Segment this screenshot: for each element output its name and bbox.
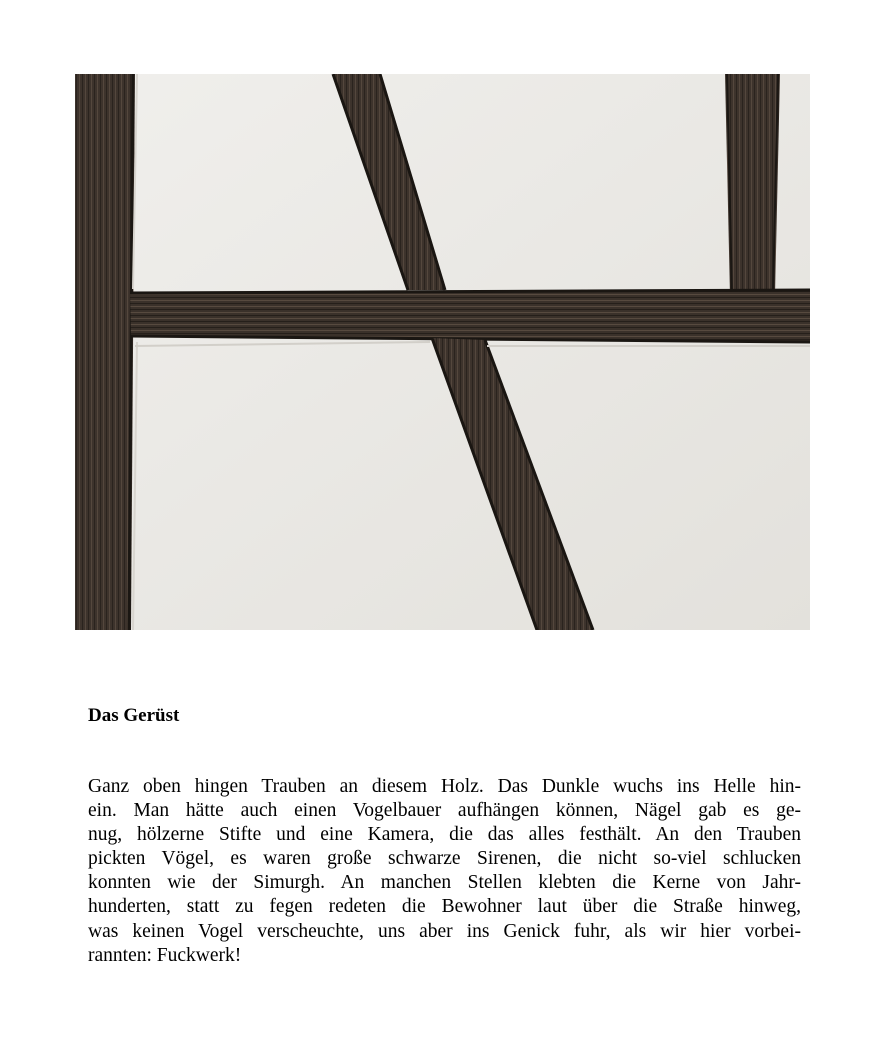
horizontal-beam	[130, 289, 810, 342]
body-line: konnten wie der Simurgh. An manchen Stellen klebten die Kerne von Jahr-	[88, 872, 801, 894]
body-line: hunderten, statt zu fegen redeten die Bewohner laut über die Straße hinweg,	[88, 896, 801, 918]
body-line: Ganz oben hingen Trauben an diesem Holz. Das Dunkle wuchs ins Helle hin-	[88, 776, 801, 797]
right-post	[725, 74, 780, 296]
body-line: nug, hölzerne Stifte und eine Kamera, die das alles festhält. An den Trauben	[88, 824, 801, 846]
body-line: pickten Vögel, es waren große schwarze Sirenen, die nicht so-viel schlucken	[88, 848, 801, 870]
body-line: was keinen Vogel verscheuchte, uns aber ins Genick fuhr, als wir hier vorbei-	[88, 920, 801, 942]
left-post	[75, 74, 135, 630]
article-title: Das Gerüst	[88, 705, 180, 726]
article-body	[88, 775, 801, 968]
body-line: ein. Man hätte auch einen Vogelbauer aufhängen können, Nägel gab es ge-	[88, 800, 801, 822]
half-timbered-wall-photo	[75, 74, 810, 630]
body-line: rannten: Fuckwerk!	[88, 944, 242, 966]
